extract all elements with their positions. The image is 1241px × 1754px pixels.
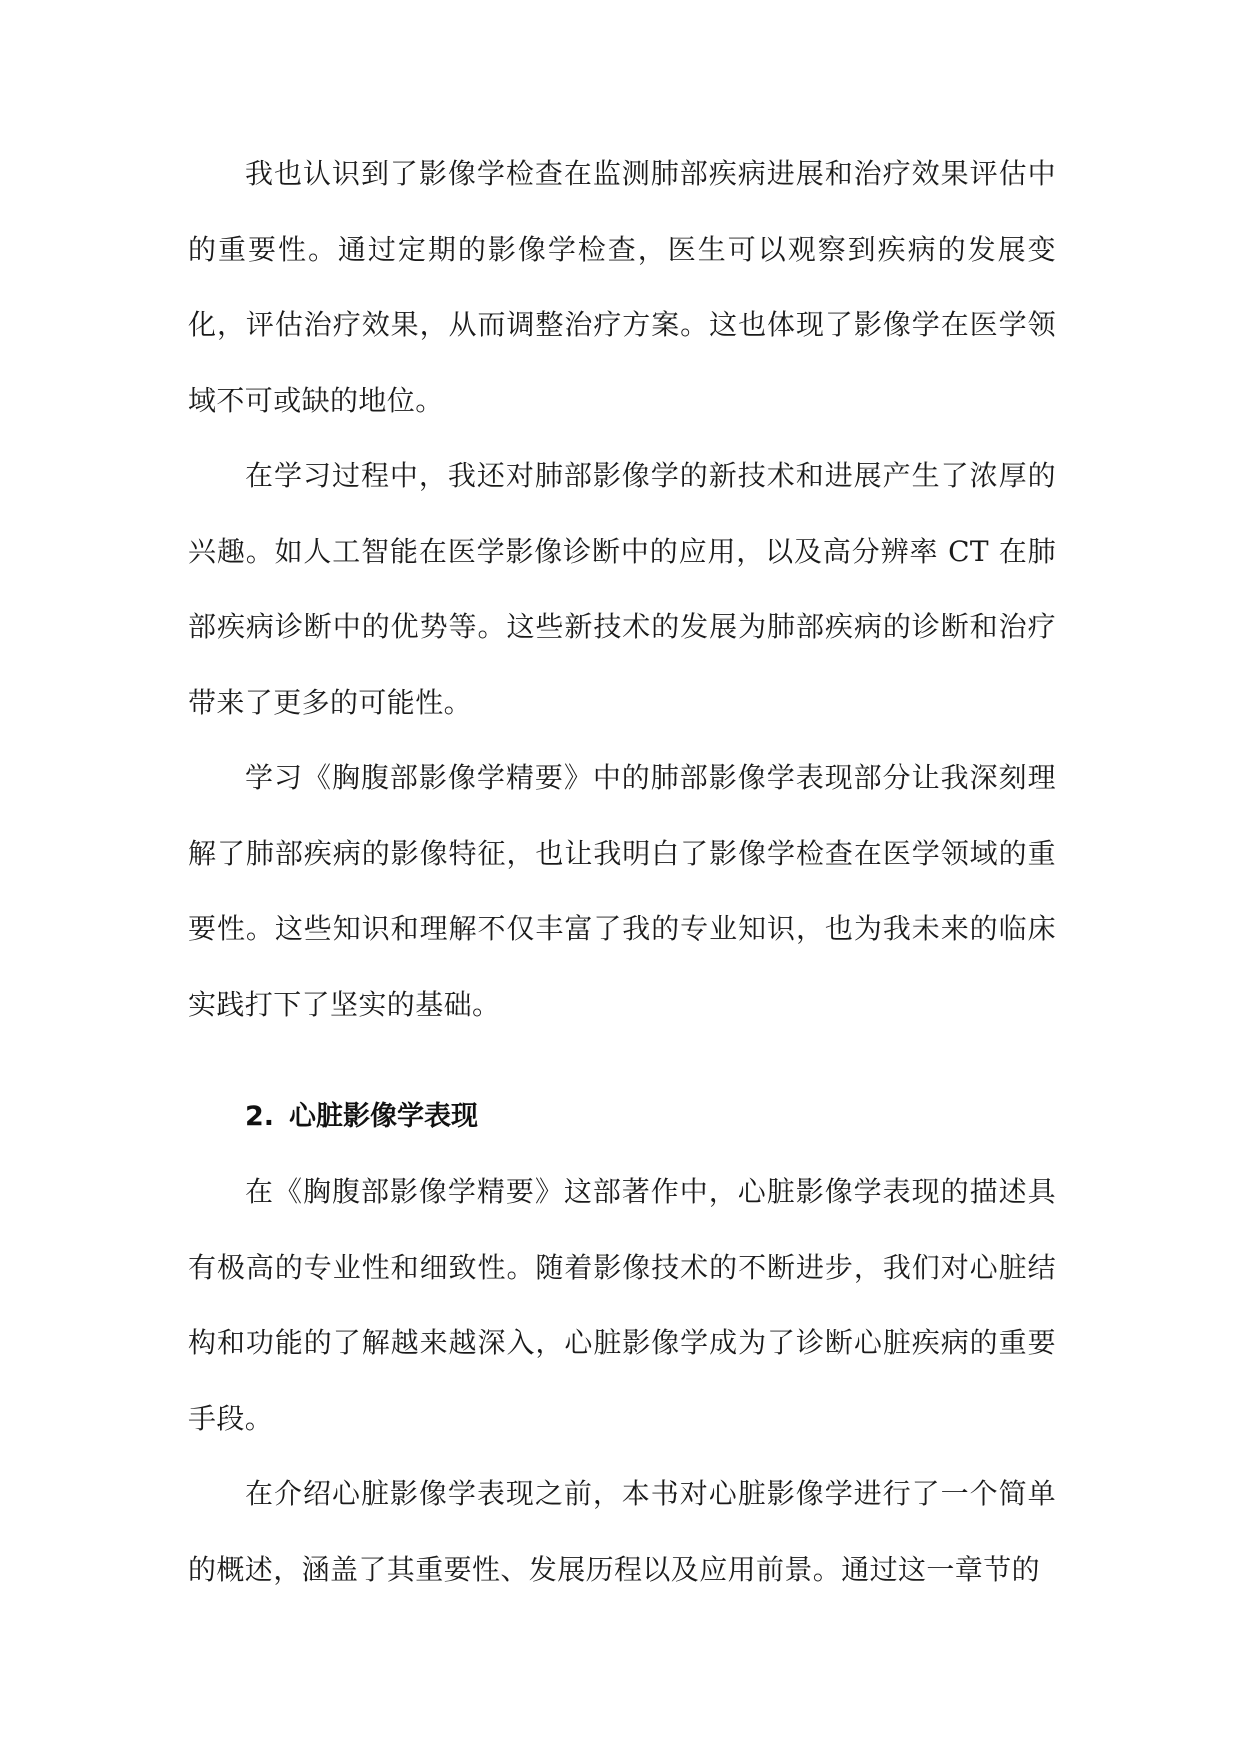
document-body [188,136,1056,1607]
section-number: 2. [245,1101,275,1132]
section-heading [188,1084,1056,1150]
paragraph: 学习《胸腹部影像学精要》中的肺部影像学表现部分让我深刻理解了肺部疾病的影像特征，也让我明白了影像学检查在医学领域的重要性。这些知识和理解不仅丰富了我的专业知识，也为我未来的临床实践打下了坚实的基础。 [188,761,1056,1021]
paragraph: 在《胸腹部影像学精要》这部著作中，心脏影像学表现的描述具有极高的专业性和细致性。随着影像技术的不断进步，我们对心脏结构和功能的了解越来越深入，心脏影像学成为了诊断心脏疾病的重要手段。 [188,1175,1056,1435]
paragraph: 我也认识到了影像学检查在监测肺部疾病进展和治疗效果评估中的重要性。通过定期的影像学检查，医生可以观察到疾病的发展变化，评估治疗效果，从而调整治疗方案。这也体现了影像学在医学领域不可或缺的地位。 [188,157,1056,417]
section-title: 心脏影像学表现 [289,1101,478,1132]
paragraph: 在介绍心脏影像学表现之前，本书对心脏影像学进行了一个简单的概述，涵盖了其重要性、发展历程以及应用前景。通过这一章节的 [188,1477,1056,1586]
paragraph: 在学习过程中，我还对肺部影像学的新技术和进展产生了浓厚的兴趣。如人工智能在医学影像诊断中的应用，以及高分辨率 CT 在肺部疾病诊断中的优势等。这些新技术的发展为肺部疾病的诊断和治疗带来了更多的可能性。 [188,459,1056,719]
